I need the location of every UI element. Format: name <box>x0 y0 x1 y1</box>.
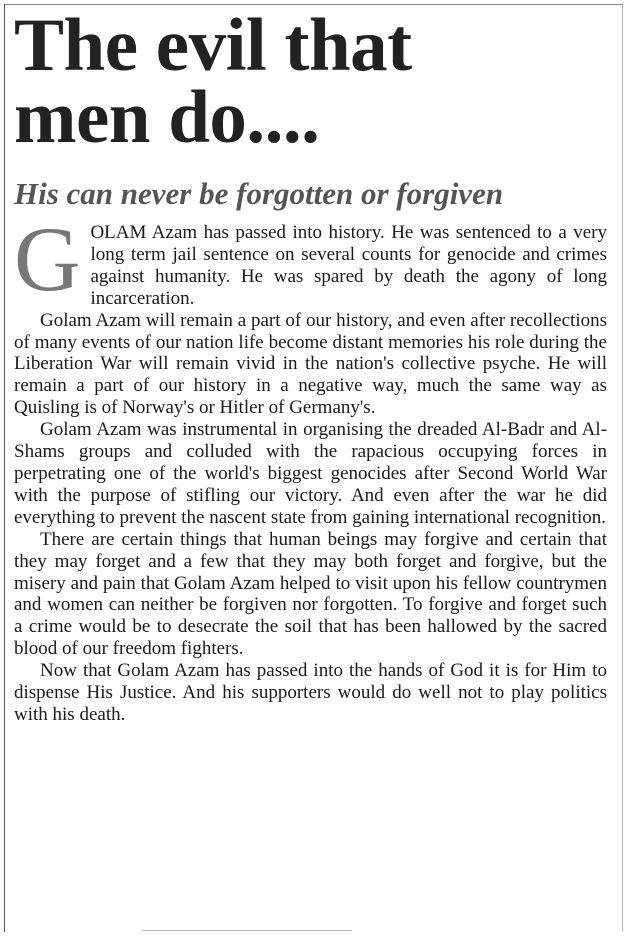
paragraph-3: Golam Azam was instrumental in organising the dreaded Al-Badr and Al-Shams groups and colluded with the rapacious occupying forces in perpetrating one of the world's biggest genocides after Second World War with the purpose of stifling our victory. And even after the war he did everything to prevent the nascent state from gaining international recognition. <box>14 419 607 528</box>
paragraph-5: Now that Golam Azam has passed into the hands of God it is for Him to dispense His Justice. And his supporters would do well not to play politics with his death. <box>14 660 607 725</box>
headline-line-1: The evil that <box>14 4 412 87</box>
drop-cap: G <box>14 208 81 310</box>
article-body <box>14 208 607 726</box>
bottom-divider <box>142 930 352 931</box>
subheadline: His can never be forgotten or forgiven <box>14 176 504 211</box>
paragraph-1-text: OLAM Azam has passed into history. He was sentenced to a very long term jail sentence on several counts for genocide and crimes against humanity. He was spared by death the agony of long incarceration. <box>90 222 607 309</box>
paragraph-1 <box>14 208 607 310</box>
paragraph-4: There are certain things that human beings may forgive and certain that they may forget and a few that they may both forget and forgive, but the misery and pain that Golam Azam helped to visit upon his fellow countrymen and women can neither be forgiven nor forgotten. To forgive and forget such a crime would be to desecrate the soil that has been hallowed by the sacred blood of our freedom fighters. <box>14 528 607 660</box>
headline <box>14 4 614 159</box>
paragraph-2: Golam Azam will remain a part of our history, and even after recollections of many events of our nation life become distant memories his role during the Liberation War will remain vivid in the nation's collective psyche. He will remain a part of our history in a negative way, much the same way as Quisling is of Norway's or Hitler of Germany's. <box>14 309 607 419</box>
headline-line-2: men do.... <box>14 76 320 159</box>
